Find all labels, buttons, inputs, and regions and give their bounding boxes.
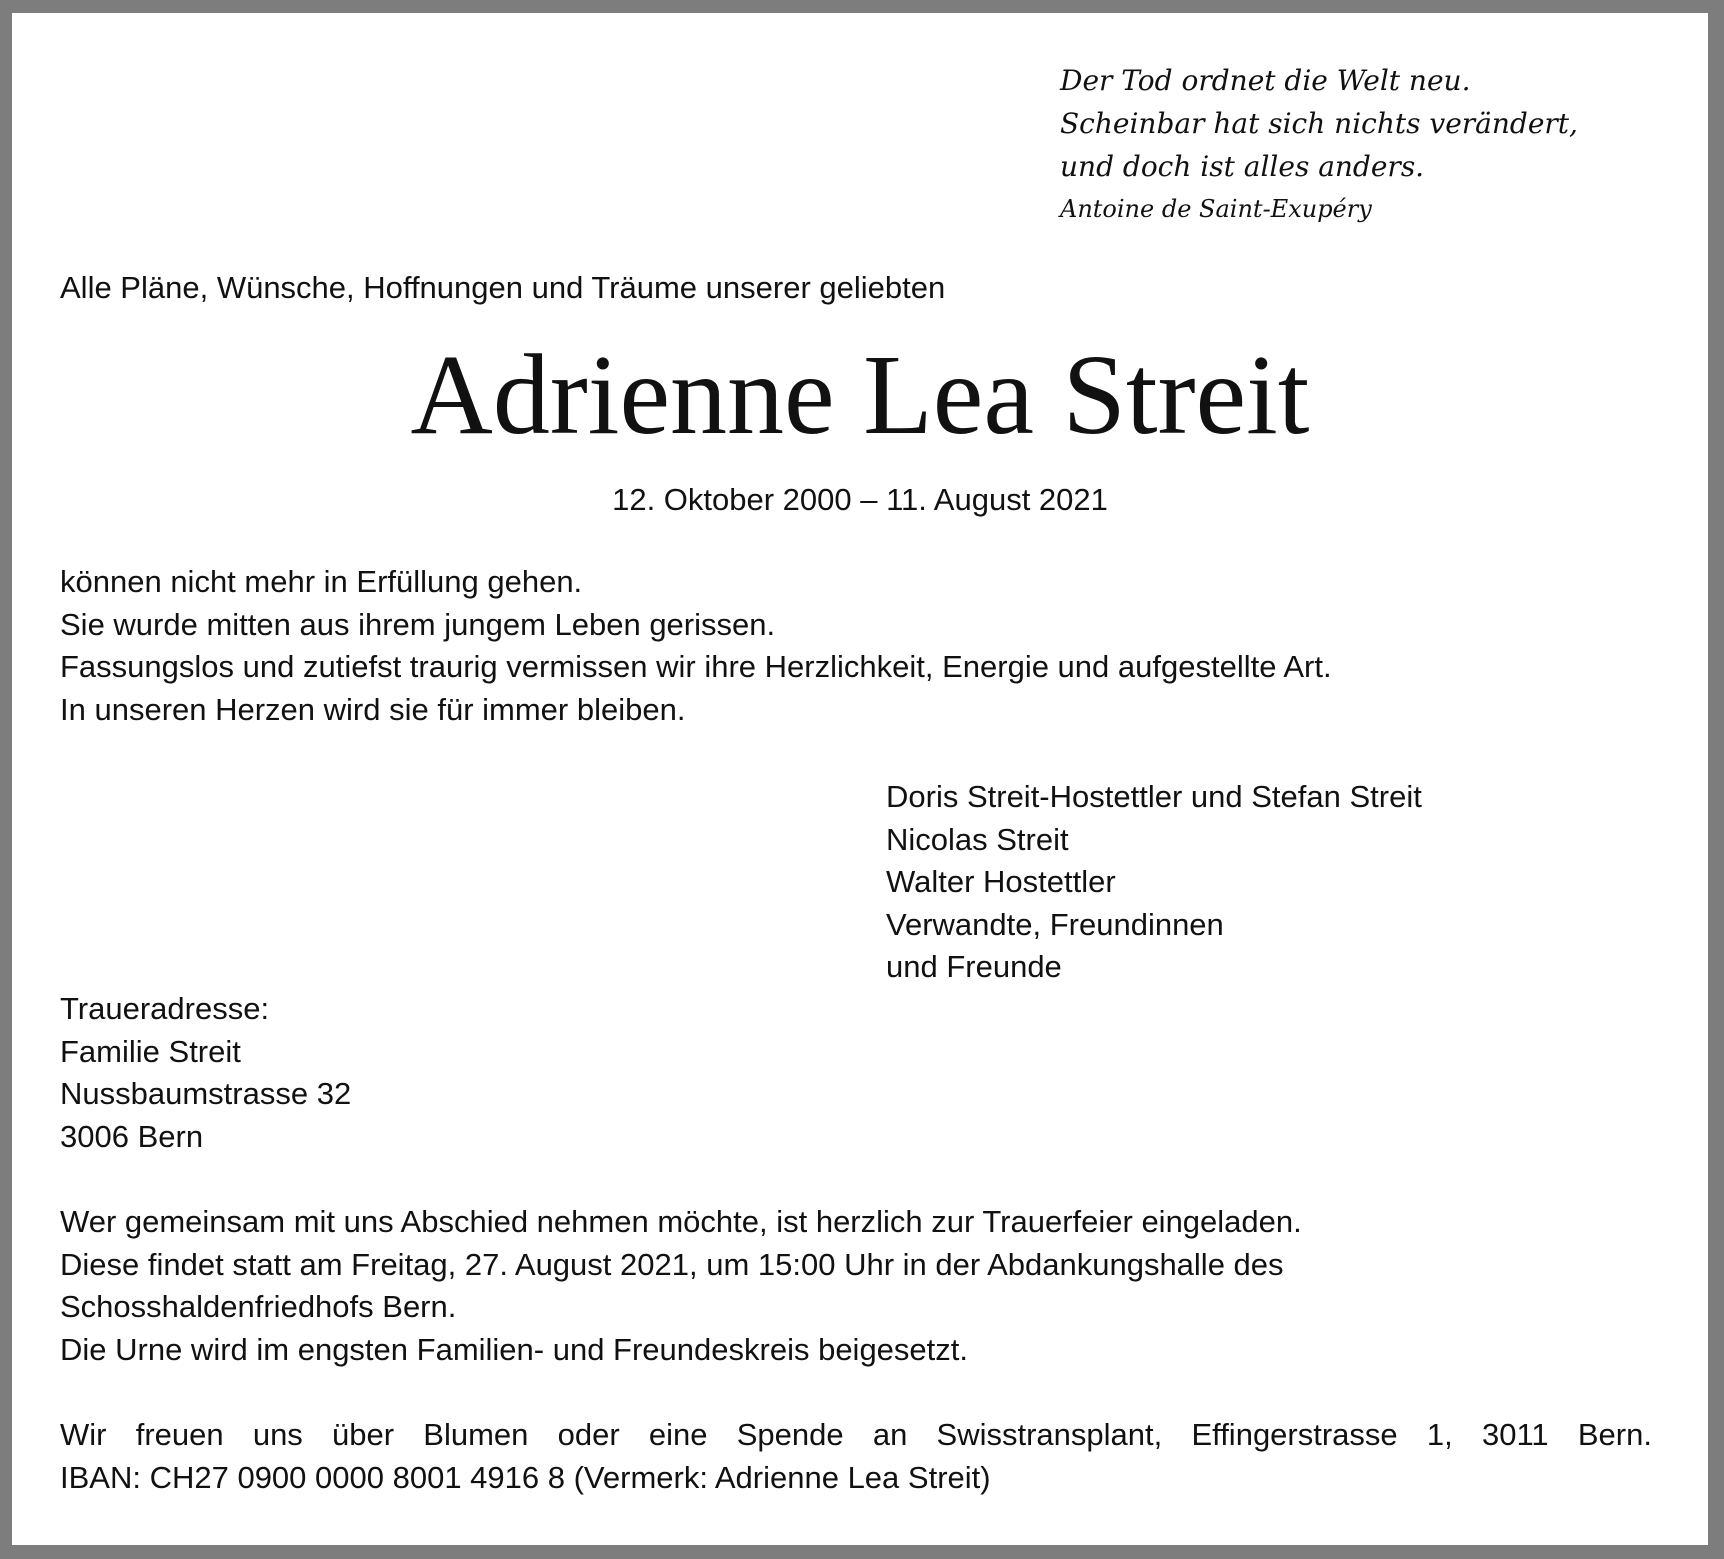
mourning-address <box>60 988 351 1158</box>
epigraph-quote <box>1060 59 1680 231</box>
ceremony-line: Die Urne wird im engsten Familien- und Freundeskreis beigesetzt. <box>60 1331 969 1367</box>
mourner-name: Walter Hostettler <box>886 864 1116 899</box>
donation-word: eine <box>648 1417 708 1452</box>
quote-author: Antoine de Saint-Exupéry <box>1060 195 1372 223</box>
iban-line: IBAN: CH27 0900 0000 8001 4916 8 (Vermerk: Adrienne Lea Streit) <box>60 1459 991 1495</box>
ceremony-line: Wer gemeinsam mit uns Abschied nehmen möchte, ist herzlich zur Trauerfeier eingeladen. <box>60 1204 1302 1239</box>
donation-word: Bern. <box>1577 1417 1652 1452</box>
mourner-name: Verwandte, Freundinnen <box>886 906 1224 942</box>
donation-word: freuen <box>135 1417 224 1452</box>
mourner-name: Nicolas Streit <box>886 821 1069 857</box>
body-line: Sie wurde mitten aus ihrem jungem Leben gerissen. <box>60 606 776 642</box>
donation-word: 1, <box>1426 1417 1453 1452</box>
address-heading: Traueradresse: <box>60 991 270 1026</box>
ceremony-line: Diese findet statt am Freitag, 27. August 2021, um 15:00 Uhr in der Abdankungshalle des <box>60 1246 1284 1282</box>
donation-word: uns <box>252 1417 303 1452</box>
donation-line <box>60 1414 1652 1457</box>
quote-line: und doch ist alles anders. <box>1060 150 1425 183</box>
body-paragraph <box>60 561 1332 731</box>
intro-text: Alle Pläne, Wünsche, Hoffnungen und Träume unserer geliebten <box>60 270 946 305</box>
ceremony-line: Schosshaldenfriedhofs Bern. <box>60 1289 457 1324</box>
address-line: Nussbaumstrasse 32 <box>60 1076 352 1111</box>
quote-line: Der Tod ordnet die Welt neu. <box>1060 64 1471 97</box>
address-line: Familie Streit <box>60 1033 241 1069</box>
donation-word: Wir <box>60 1417 107 1452</box>
donation-word: oder <box>557 1417 620 1452</box>
donation-word: Spende <box>736 1417 844 1452</box>
body-line: können nicht mehr in Erfüllung gehen. <box>60 564 583 599</box>
donation-word: Effingerstrasse <box>1191 1417 1398 1452</box>
donation-word: über <box>332 1417 395 1452</box>
donation-word: 3011 <box>1481 1417 1549 1452</box>
obituary-page <box>12 13 1708 1545</box>
ceremony-info <box>60 1201 1302 1371</box>
donation-info <box>60 1414 1652 1499</box>
mourner-name: und Freunde <box>886 949 1062 984</box>
mourners-list <box>886 776 1422 989</box>
body-line: Fassungslos und zutiefst traurig vermissen wir ihre Herzlichkeit, Energie und aufgestellte Art. <box>60 649 1332 684</box>
life-dates: 12. Oktober 2000 – 11. August 2021 <box>612 482 1108 517</box>
body-line: In unseren Herzen wird sie für immer bleiben. <box>60 691 686 727</box>
deceased-name: Adrienne Lea Streit <box>410 331 1310 458</box>
donation-word: Swisstransplant, <box>936 1417 1163 1452</box>
mourner-name: Doris Streit-Hostettler und Stefan Streit <box>886 779 1422 814</box>
quote-line: Scheinbar hat sich nichts verändert, <box>1060 107 1578 140</box>
address-line: 3006 Bern <box>60 1118 204 1154</box>
donation-word: Blumen <box>423 1417 529 1452</box>
donation-word: an <box>872 1417 908 1452</box>
